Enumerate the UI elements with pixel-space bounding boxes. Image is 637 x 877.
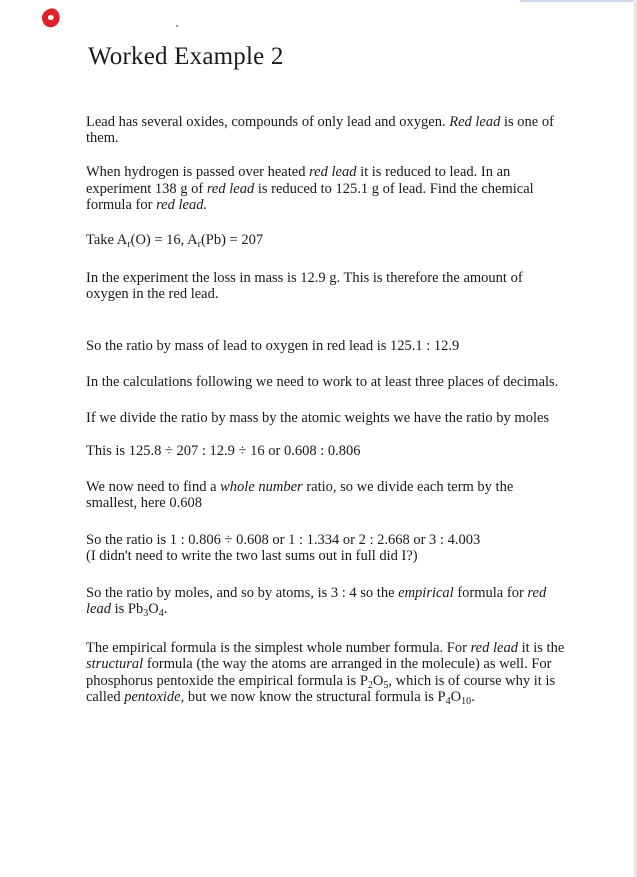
paragraph-12-line-1: The empirical formula is the simplest whole number formula. For red lead it is the xyxy=(86,640,565,656)
paragraph-4-line-2: oxygen in the red lead. xyxy=(86,286,219,302)
paragraph-2-line-3: formula for red lead. xyxy=(86,197,208,213)
paragraph-2-line-2: experiment 138 g of red lead is reduced to 125.1 g of lead. Find the chemical xyxy=(86,181,534,197)
paragraph-1-line-1: Lead has several oxides, compounds of only lead and oxygen. Red lead is one of xyxy=(86,114,554,130)
paragraph-9-line-2: smallest, here 0.608 xyxy=(86,495,202,511)
paragraph-4-line-1: In the experiment the loss in mass is 12.9 g. This is therefore the amount of xyxy=(86,270,523,286)
paragraph-8: This is 125.8 ÷ 207 : 12.9 ÷ 16 or 0.608 : 0.806 xyxy=(86,443,361,459)
red-ink-mark xyxy=(39,6,63,30)
paragraph-11-line-2: lead is $Pb_3O_4$. xyxy=(86,601,168,619)
paragraph-2-line-1: When hydrogen is passed over heated red lead it is reduced to lead. In an xyxy=(86,164,511,180)
scan-edge-top xyxy=(520,0,637,2)
paragraph-12-line-4: called pentoxide, but we now know the structural formula is $P_4O_{10}$. xyxy=(86,689,475,707)
paragraph-7: If we divide the ratio by mass by the atomic weights we have the ratio by moles xyxy=(86,410,550,426)
paragraph-10-line-2: (I didn't need to write the two last sums out in full did I?) xyxy=(86,548,418,564)
paragraph-5: So the ratio by mass of lead to oxygen in red lead is 125.1 : 12.9 xyxy=(86,338,460,354)
paragraph-11-line-1: So the ratio by moles, and so by atoms, is 3 : 4 so the empirical formula for red xyxy=(86,585,547,601)
page-title: Worked Example 2 xyxy=(88,43,284,70)
scan-speck xyxy=(176,25,178,27)
paragraph-12-line-3: phosphorus pentoxide the empirical formula is $P_2O_5$, which is of course why it is xyxy=(86,673,556,691)
atomic-mass-line: Take $A_r(O) = 16$, $A_r(Pb) = 207$ xyxy=(86,232,264,250)
paragraph-10-line-1: So the ratio is 1 : 0.806 ÷ 0.608 or 1 : 1.334 or 2 : 2.668 or 3 : 4.003 xyxy=(86,532,481,548)
paragraph-6: In the calculations following we need to work to at least three places of decimals. xyxy=(86,374,559,390)
paragraph-9-line-1: We now need to find a whole number ratio, so we divide each term by the xyxy=(86,479,514,495)
scan-edge-right xyxy=(633,0,637,877)
paragraph-12-line-2: structural formula (the way the atoms are arranged in the molecule) as well. For xyxy=(86,656,552,672)
paragraph-1-line-2: them. xyxy=(86,130,119,146)
